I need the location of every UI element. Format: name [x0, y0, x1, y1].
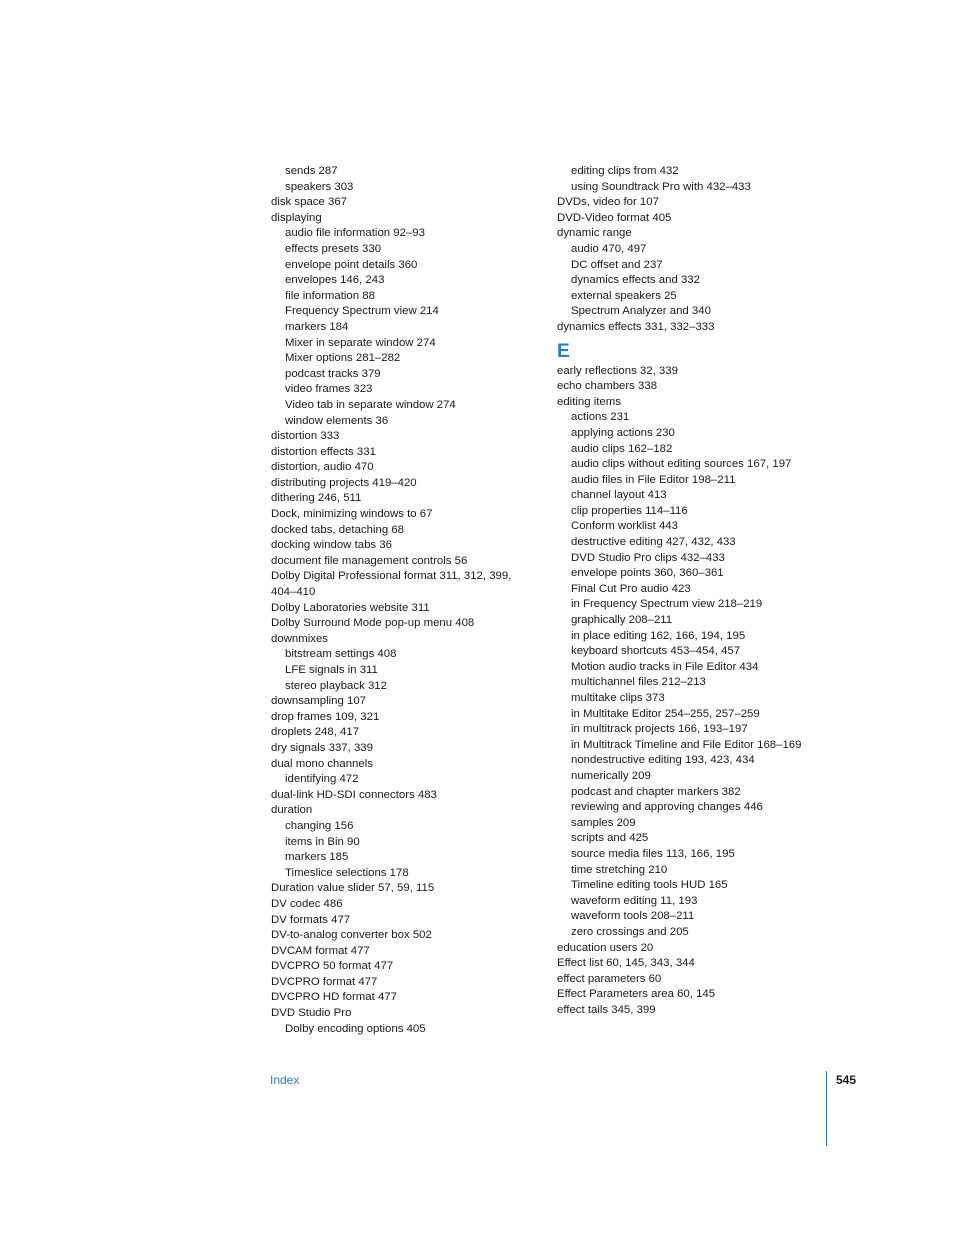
- index-subentry: zero crossings and 205: [571, 925, 689, 938]
- index-subentry: actions 231: [571, 411, 630, 424]
- index-subentry: audio clips without editing sources 167, 197: [571, 458, 792, 471]
- index-subentry: markers 185: [285, 851, 349, 864]
- index-subentry: external speakers 25: [571, 289, 677, 302]
- index-entry: DV codec 486: [271, 897, 343, 910]
- index-subentry: Frequency Spectrum view 214: [285, 305, 439, 318]
- index-subentry: multichannel files 212–213: [571, 676, 706, 689]
- index-subentry: speakers 303: [285, 180, 354, 193]
- index-column-left: [271, 164, 551, 1037]
- index-subentry: in multitrack projects 166, 193–197: [571, 723, 748, 736]
- index-entry: drop frames 109, 321: [271, 710, 380, 723]
- index-subentry: scripts and 425: [571, 832, 649, 845]
- index-entry: dry signals 337, 339: [271, 741, 373, 754]
- index-subentry: numerically 209: [571, 769, 651, 782]
- index-entry: 404–410: [271, 586, 316, 599]
- index-subentry: changing 156: [285, 819, 354, 832]
- index-subentry: destructive editing 427, 432, 433: [571, 536, 736, 549]
- index-subentry: nondestructive editing 193, 423, 434: [571, 754, 755, 767]
- index-subentry: applying actions 230: [571, 426, 675, 439]
- index-subentry: Final Cut Pro audio 423: [571, 582, 691, 595]
- index-subentry: bitstream settings 408: [285, 648, 397, 661]
- index-subentry: file information 88: [285, 289, 375, 302]
- index-subentry: items in Bin 90: [285, 835, 360, 848]
- index-subentry: effects presets 330: [285, 242, 382, 255]
- index-entry: echo chambers 338: [557, 380, 658, 393]
- index-entry: Dock, minimizing windows to 67: [271, 508, 433, 521]
- index-entry: dual-link HD-SDI connectors 483: [271, 788, 437, 801]
- index-subentry: source media files 113, 166, 195: [571, 847, 735, 860]
- index-subentry: in place editing 162, 166, 194, 195: [571, 629, 746, 642]
- index-entry: DVDs, video for 107: [557, 196, 659, 209]
- index-entry: dynamics effects 331, 332–333: [557, 320, 715, 333]
- index-subentry: audio files in File Editor 198–211: [571, 473, 736, 486]
- index-entry: distortion 333: [271, 430, 340, 443]
- index-subentry: samples 209: [571, 816, 636, 829]
- index-subentry: markers 184: [285, 320, 349, 333]
- index-entry: Dolby Digital Professional format 311, 312, 399,: [271, 570, 512, 583]
- index-entry: editing items: [557, 395, 621, 408]
- index-entry: DV formats 477: [271, 913, 351, 926]
- index-subentry: using Soundtrack Pro with 432–433: [571, 180, 751, 193]
- index-subentry: in Multitake Editor 254–255, 257–259: [571, 707, 760, 720]
- index-entry: document file management controls 56: [271, 554, 468, 567]
- index-column-right: [557, 164, 857, 1018]
- index-entry: distributing projects 419–420: [271, 476, 417, 489]
- index-entry: disk space 367: [271, 196, 347, 209]
- index-subentry: video frames 323: [285, 383, 373, 396]
- index-subentry: envelope point details 360: [285, 258, 418, 271]
- index-subentry: audio 470, 497: [571, 242, 647, 255]
- index-entry: distortion, audio 470: [271, 461, 374, 474]
- index-subentry: sends 287: [285, 165, 338, 177]
- index-subentry: LFE signals in 311: [285, 664, 378, 676]
- index-entry: Duration value slider 57, 59, 115: [271, 882, 435, 895]
- index-entry: docked tabs, detaching 68: [271, 523, 404, 536]
- index-subentry: Dolby encoding options 405: [285, 1022, 426, 1035]
- index-entry: Effect Parameters area 60, 145: [557, 988, 716, 1001]
- index-entry: downsampling 107: [271, 695, 366, 708]
- index-subentry: reviewing and approving changes 446: [571, 801, 763, 814]
- index-subentry: time stretching 210: [571, 863, 668, 876]
- index-subentry: window elements 36: [285, 414, 389, 427]
- index-entry: Effect list 60, 145, 343, 344: [557, 957, 695, 970]
- index-entry: displaying: [271, 211, 322, 224]
- index-entry: DV-to-analog converter box 502: [271, 929, 432, 942]
- index-subentry: graphically 208–211: [571, 614, 673, 627]
- index-subentry: multitake clips 373: [571, 692, 665, 704]
- index-entry: dual mono channels: [271, 757, 373, 770]
- index-subentry: Conform worklist 443: [571, 520, 678, 533]
- index-subentry: Video tab in separate window 274: [285, 398, 456, 411]
- index-subentry: audio file information 92–93: [285, 227, 425, 240]
- index-entry: duration: [271, 804, 313, 817]
- page-number: 545: [836, 1073, 857, 1087]
- index-subentry: keyboard shortcuts 453–454, 457: [571, 645, 741, 658]
- index-subentry: Timeline editing tools HUD 165: [571, 879, 728, 892]
- index-entry: docking window tabs 36: [271, 539, 392, 552]
- index-entry: dithering 246, 511: [271, 492, 362, 505]
- index-entry: DVCPRO 50 format 477: [271, 960, 394, 973]
- index-entry: DVD-Video format 405: [557, 211, 672, 224]
- index-subentry: DC offset and 237: [571, 258, 663, 271]
- index-subentry: envelopes 146, 243: [285, 274, 385, 287]
- index-subentry: envelope points 360, 360–361: [571, 567, 724, 580]
- index-entry: effect tails 345, 399: [557, 1003, 656, 1016]
- index-entry: DVCPRO format 477: [271, 975, 378, 988]
- footer-divider: [826, 1071, 827, 1146]
- index-subentry: Motion audio tracks in File Editor 434: [571, 660, 759, 673]
- index-subentry: identifying 472: [285, 773, 359, 786]
- index-entry: DVCPRO HD format 477: [271, 991, 397, 1004]
- index-subentry: Timeslice selections 178: [285, 866, 409, 879]
- index-subentry: Spectrum Analyzer and 340: [571, 305, 711, 318]
- index-subentry: in Multitrack Timeline and File Editor 168–169: [571, 738, 802, 751]
- index-subentry: dynamics effects and 332: [571, 274, 700, 287]
- index-subentry: DVD Studio Pro clips 432–433: [571, 551, 725, 564]
- index-entry: downmixes: [271, 632, 328, 645]
- index-entry: effect parameters 60: [557, 972, 662, 985]
- index-subentry: waveform editing 11, 193: [571, 894, 698, 907]
- index-subentry: Mixer options 281–282: [285, 352, 401, 365]
- index-subentry: podcast and chapter markers 382: [571, 785, 741, 798]
- index-subentry: podcast tracks 379: [285, 367, 381, 380]
- index-subentry: audio clips 162–182: [571, 442, 673, 455]
- index-entry: Dolby Laboratories website 311: [271, 601, 430, 614]
- index-subentry: Mixer in separate window 274: [285, 336, 436, 349]
- index-entry: droplets 248, 417: [271, 726, 360, 739]
- index-group-e: [557, 364, 857, 1019]
- index-subentry: clip properties 114–116: [571, 504, 688, 517]
- index-letter-heading: E: [557, 340, 570, 362]
- index-entry: DVD Studio Pro: [271, 1007, 352, 1020]
- index-entry: education users 20: [557, 941, 654, 954]
- index-subentry: stereo playback 312: [285, 679, 387, 692]
- index-entry: Dolby Surround Mode pop-up menu 408: [271, 617, 475, 630]
- index-entry: distortion effects 331: [271, 445, 376, 458]
- index-subentry: waveform tools 208–211: [571, 910, 695, 923]
- index-entry: dynamic range: [557, 227, 632, 240]
- index-entry: early reflections 32, 339: [557, 364, 678, 377]
- index-entry: DVCAM format 477: [271, 944, 370, 957]
- index-subentry: channel layout 413: [571, 489, 667, 502]
- index-subentry: in Frequency Spectrum view 218–219: [571, 598, 763, 611]
- footer-section-label: Index: [270, 1073, 300, 1087]
- index-subentry: editing clips from 432: [571, 165, 679, 177]
- index-group-d-continued: [557, 164, 857, 336]
